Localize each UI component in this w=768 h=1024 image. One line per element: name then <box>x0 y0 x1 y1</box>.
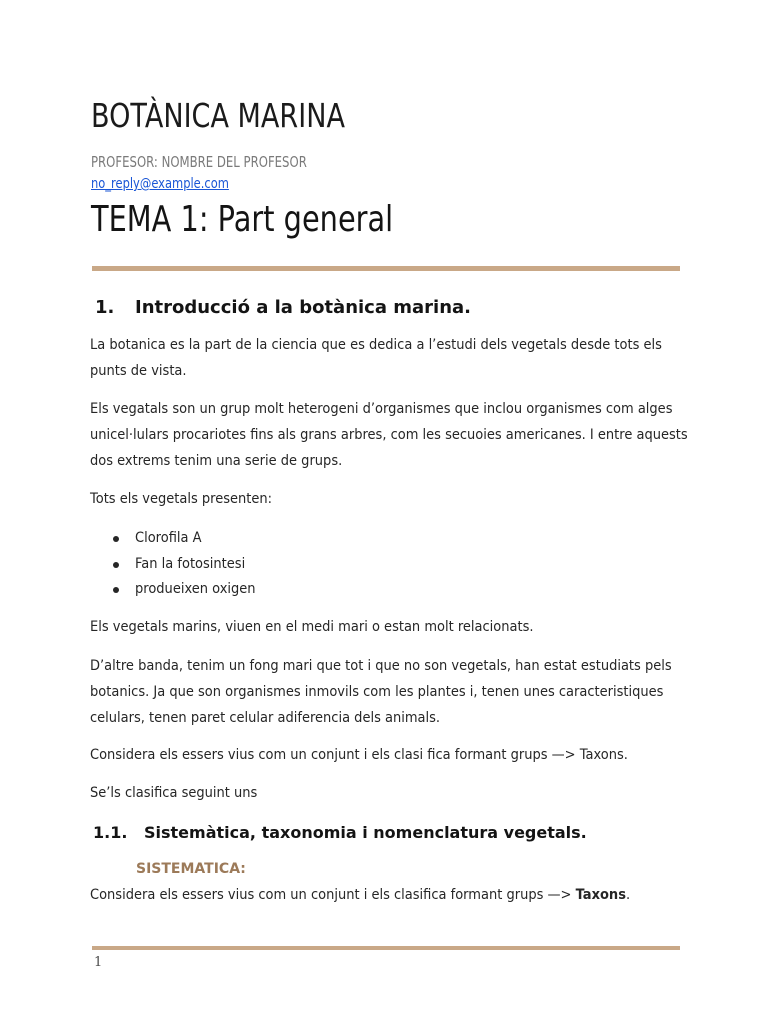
paragraph-text: D’altre banda, tenim un fong mari que tot i que no son vegetals, han estat estudiats pels botanics. Ja que son organismes inmovils com les plantes i, tenen unes caracteristiques celulars, tenen paret celular adiferencia dels animals. <box>90 658 672 726</box>
paragraph <box>90 332 690 384</box>
bold-term: Taxons <box>575 887 626 903</box>
professor-name: PROFESOR: NOMBRE DEL PROFESOR <box>91 153 307 171</box>
subsection-heading <box>93 822 587 844</box>
paragraph <box>90 742 690 768</box>
bullet-icon <box>113 562 119 568</box>
professor-email-link[interactable]: no_reply@example.com <box>91 176 229 192</box>
paragraph <box>90 882 690 908</box>
bullet-icon <box>113 587 119 593</box>
paragraph-text: Els vegatals son un grup molt heterogeni d’organismes que inclou organismes com alges unicel·lulars procariotes fins als grans arbres, com les secuoies americanes. I entre aquests dos extrems tenim una serie de grups. <box>90 401 688 469</box>
sub-subsection-heading: SISTEMATICA: <box>136 861 246 877</box>
paragraph-text: Considera els essers vius com un conjunt i els clasi fica formant grups —> Taxons. <box>90 747 628 763</box>
paragraph <box>90 653 690 731</box>
document-title: BOTÀNICA MARINA <box>91 96 345 135</box>
topic-title: TEMA 1: Part general <box>91 199 394 240</box>
paragraph-text: Considera els essers vius com un conjunt i els clasifica formant grups —> Taxons. <box>90 887 631 903</box>
bullet-list <box>113 526 265 603</box>
subsection-number: 1.1. <box>93 823 128 842</box>
paragraph-text: La botanica es la part de la ciencia que es dedica a l’estudi dels vegetals desde tots els punts de vista. <box>90 337 662 379</box>
section-title: Introducció a la botànica marina. <box>135 297 472 318</box>
bullet-icon <box>113 536 119 542</box>
paragraph-text: Els vegetals marins, viuen en el medi mari o estan molt relacionats. <box>90 619 534 635</box>
paragraph <box>90 486 690 512</box>
footer-divider <box>92 946 680 950</box>
header-divider <box>92 266 680 271</box>
paragraph-text: Se’ls clasifica seguint uns <box>90 785 258 801</box>
paragraph-text: Tots els vegetals presenten: <box>90 491 273 507</box>
list-item: Clorofila A <box>113 526 265 552</box>
paragraph <box>90 396 690 474</box>
paragraph <box>90 780 690 806</box>
page-number: 1 <box>94 955 103 970</box>
paragraph <box>90 614 690 640</box>
list-item: Fan la fotosintesi <box>113 552 265 578</box>
section-number: 1. <box>95 297 115 318</box>
section-heading <box>95 296 471 320</box>
list-item: produeixen oxigen <box>113 577 265 603</box>
subsection-title: Sistemàtica, taxonomia i nomenclatura vegetals. <box>144 823 587 842</box>
